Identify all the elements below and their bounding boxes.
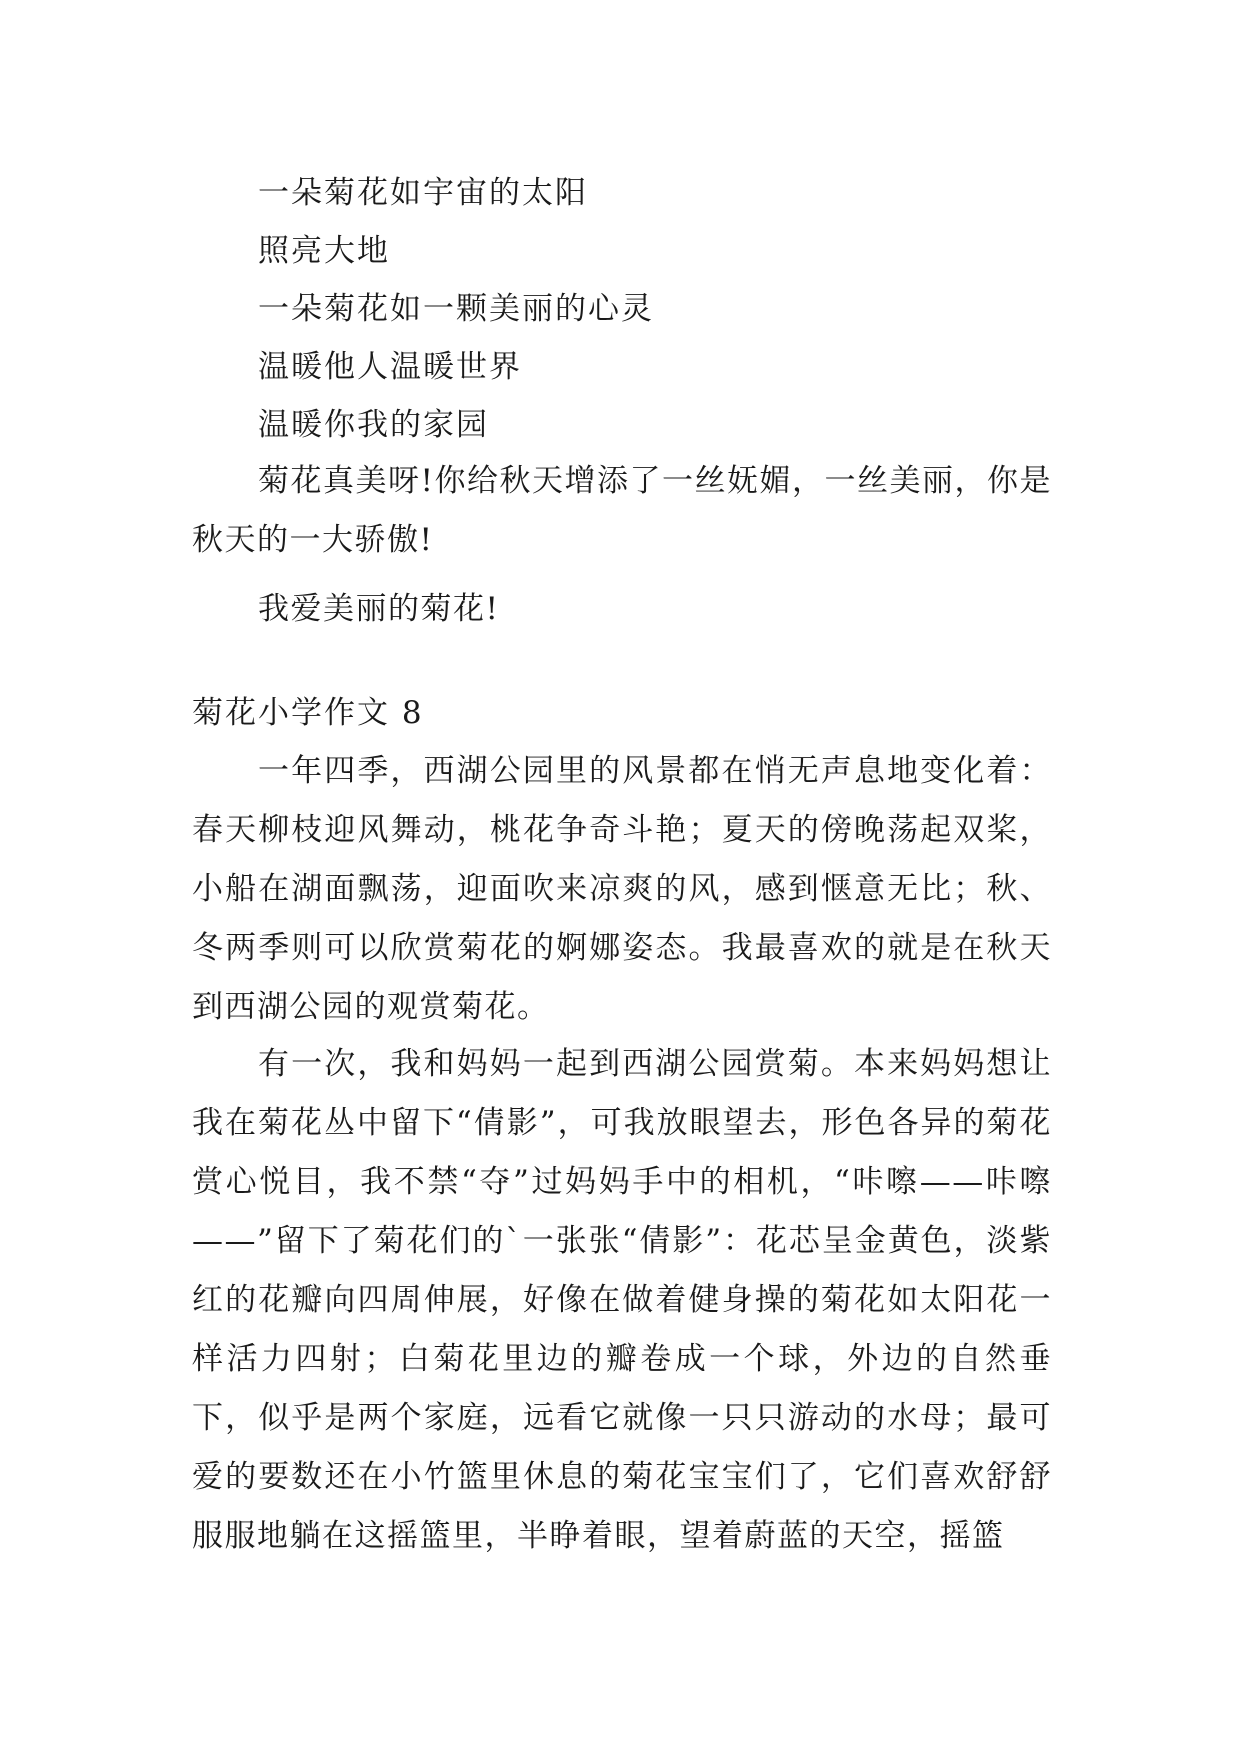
paragraph-love: 我爱美丽的菊花! [258,591,500,627]
paragraph-seasons: 一年四季，西湖公园里的风景都在悄无声息地变化着：春天柳枝迎风舞动，桃花争奇斗艳；夏天的傍晚荡起双桨，小船在湖面飘荡，迎面吹来凉爽的风，感到惬意无比；秋、冬两季则可以欣赏菊花的婀娜姿态。我最喜欢的就是在秋天到西湖公园的观赏菊花。 [192,753,1052,1025]
poem-line: 温暖你我的家园 [258,407,489,443]
poem-line: 一朵菊花如一颗美丽的心灵 [258,291,654,327]
paragraph-visit: 有一次，我和妈妈一起到西湖公园赏菊。本来妈妈想让我在菊花丛中留下“倩影”，可我放眼望去，形色各异的菊花赏心悦目，我不禁“夺”过妈妈手中的相机，“咔嚓——咔嚓——”留下了菊花们的`一张张“倩影”：花芯呈金黄色，淡紫红的花瓣向四周伸展，好像在做着健身操的菊花如太阳花一样活力四射；白菊花里边的瓣卷成一个球，外边的自然垂下，似乎是两个家庭，远看它就像一只只游动的水母；最可爱的要数还在小竹篮里休息的菊花宝宝们了，它们喜欢舒舒服服地躺在这摇篮里，半睁着眼，望着蔚蓝的天空，摇篮 [192,1046,1052,1554]
poem-line: 温暖他人温暖世界 [258,349,522,385]
poem-block [258,164,1078,454]
poem-line: 一朵菊花如宇宙的太阳 [258,175,588,211]
section-heading: 菊花小学作文 8 [192,695,424,731]
paragraph-praise: 菊花真美呀!你给秋天增添了一丝妩媚，一丝美丽，你是秋天的一大骄傲! [192,463,1052,558]
poem-line: 照亮大地 [258,233,390,269]
